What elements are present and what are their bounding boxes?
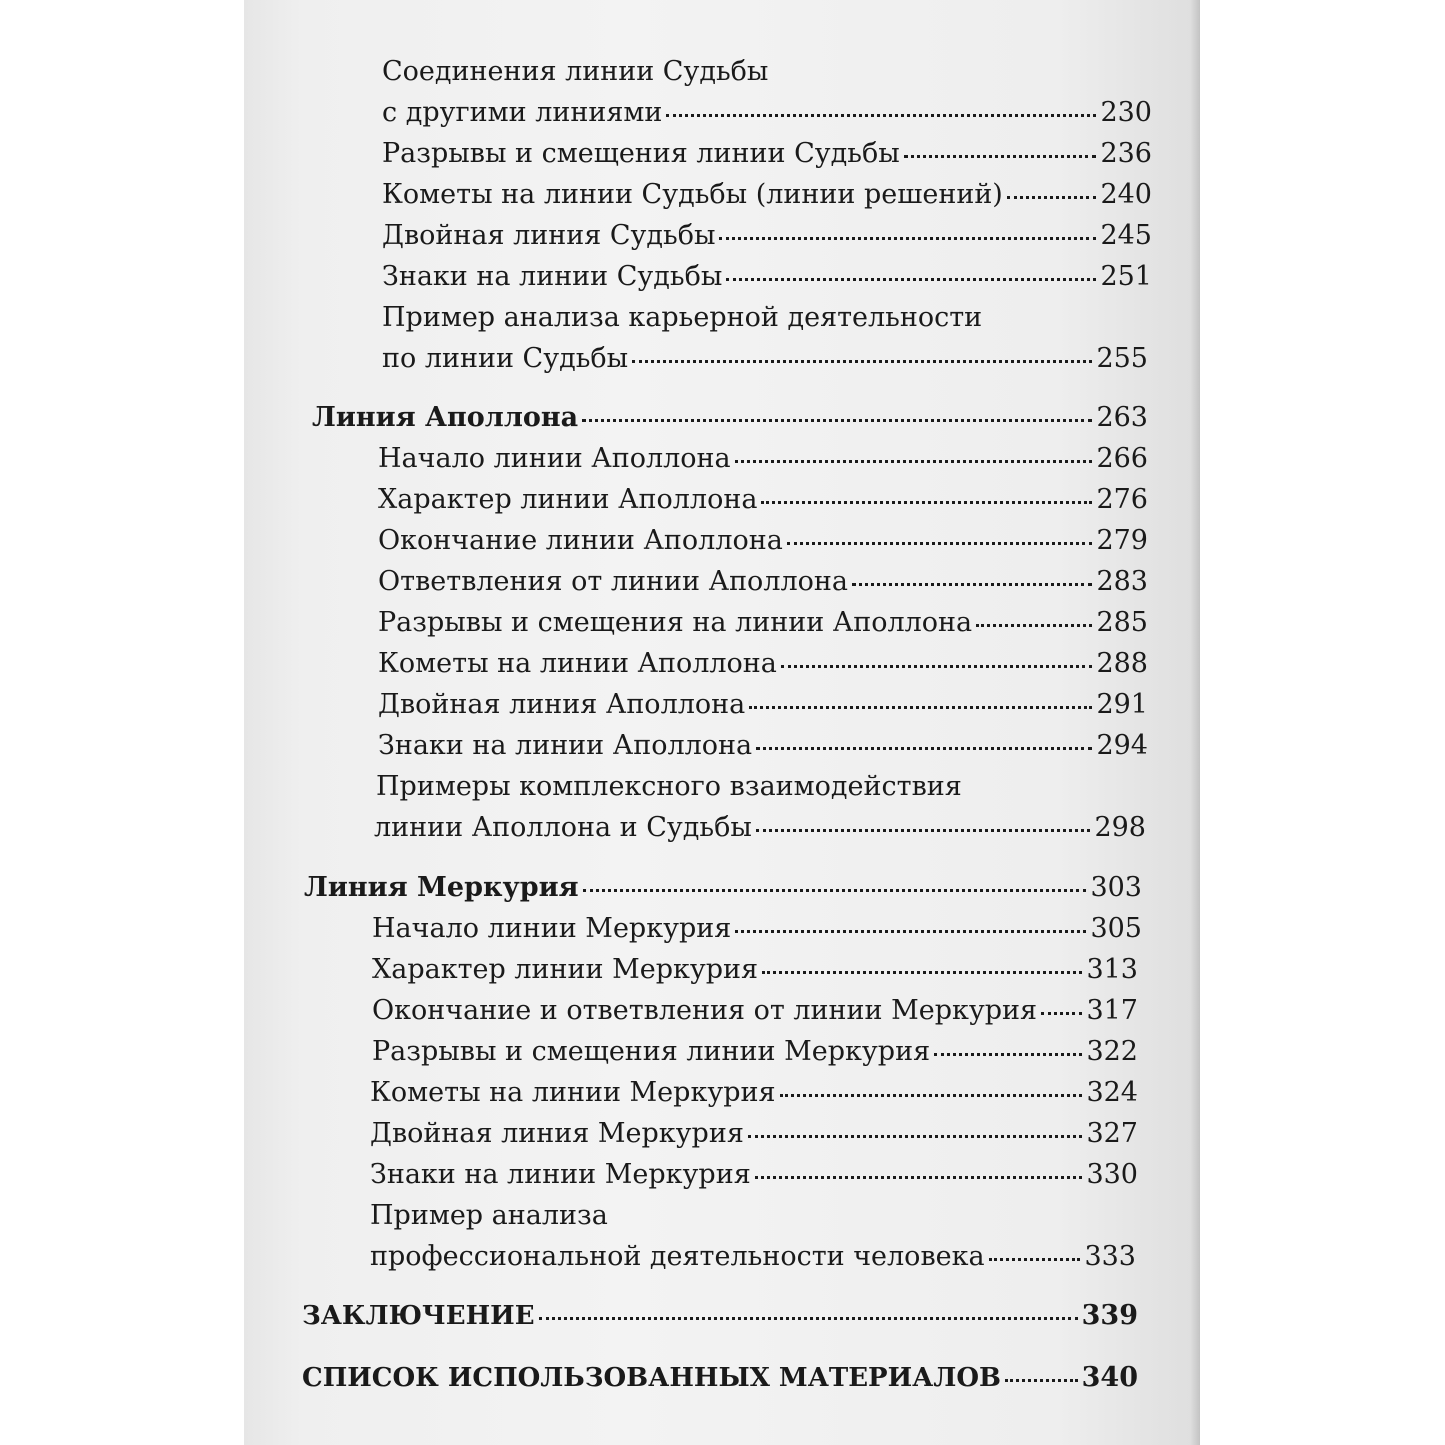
- dot-leader: [755, 1176, 1083, 1179]
- toc-entry-title: профессиональной деятельности человека: [370, 1241, 985, 1272]
- toc-entry-page: 324: [1086, 1077, 1138, 1108]
- toc-entry-title: Знаки на линии Судьбы: [382, 261, 723, 292]
- toc-entry: [372, 1032, 1138, 1072]
- toc-entry-title: линии Аполлона и Судьбы: [374, 812, 752, 843]
- dot-leader: [852, 583, 1092, 586]
- toc-entry-title: Знаки на линии Меркурия: [370, 1159, 751, 1190]
- dot-leader: [976, 624, 1092, 627]
- toc-entry-title: Знаки на линии Аполлона: [378, 730, 753, 761]
- toc-entry: [382, 93, 1152, 133]
- dot-leader: [989, 1258, 1081, 1261]
- toc-entry-page: 283: [1096, 566, 1148, 597]
- toc-entry: [382, 175, 1152, 215]
- toc-entry-page: 255: [1096, 343, 1148, 374]
- dot-leader: [582, 419, 1092, 422]
- toc-entry-title: Соединения линии Судьбы: [382, 56, 769, 87]
- toc-section-title: Линия Аполлона: [312, 402, 579, 433]
- toc-entry-page: 236: [1100, 138, 1152, 169]
- toc-entry-page: 230: [1100, 97, 1152, 128]
- toc-entry-title: Пример анализа карьерной деятельности: [382, 302, 983, 333]
- toc-entry-page: 333: [1084, 1241, 1136, 1272]
- toc-entry: [378, 521, 1148, 561]
- toc-entry-page: 322: [1086, 1036, 1138, 1067]
- toc-entry-title: Характер линии Меркурия: [372, 954, 759, 985]
- toc-entry-page: 285: [1096, 607, 1148, 638]
- table-of-contents: [244, 0, 1200, 1445]
- toc-section-title: Линия Меркурия: [304, 872, 579, 903]
- toc-entry: [382, 339, 1148, 379]
- toc-chapter: [302, 1358, 1138, 1398]
- toc-entry: [370, 1196, 1138, 1236]
- toc-entry: [372, 950, 1138, 990]
- toc-entry-title: Ответвления от линии Аполлона: [378, 566, 848, 597]
- toc-entry-page: 276: [1096, 484, 1148, 515]
- toc-entry-title: Кометы на линии Аполлона: [378, 648, 777, 679]
- toc-entry: [378, 562, 1148, 602]
- dot-leader: [735, 460, 1093, 463]
- dot-leader: [904, 155, 1097, 158]
- toc-chapter: [302, 1296, 1138, 1336]
- toc-entry: [370, 1073, 1138, 1113]
- toc-chapter-title: ЗАКЛЮЧЕНИЕ: [302, 1301, 535, 1331]
- toc-entry: [378, 685, 1148, 725]
- toc-entry: [382, 134, 1152, 174]
- toc-chapter-page: 339: [1081, 1300, 1138, 1331]
- toc-entry: [378, 603, 1148, 643]
- toc-entry-page: 305: [1090, 913, 1142, 944]
- toc-entry: [378, 480, 1148, 520]
- toc-entry-title: Двойная линия Меркурия: [370, 1118, 744, 1149]
- toc-entry: [374, 808, 1146, 848]
- toc-section: [304, 868, 1142, 908]
- toc-entry-title: с другими линиями: [382, 97, 663, 128]
- toc-entry-title: Кометы на линии Меркурия: [370, 1077, 776, 1108]
- dot-leader: [756, 829, 1091, 832]
- toc-chapter-title: СПИСОК ИСПОЛЬЗОВАННЫХ МАТЕРИАЛОВ: [302, 1363, 1001, 1393]
- toc-entry: [382, 257, 1152, 297]
- toc-entry-title: Разрывы и смещения линии Судьбы: [382, 138, 900, 169]
- toc-entry: [382, 216, 1152, 256]
- toc-entry-page: 245: [1100, 220, 1152, 251]
- toc-entry-title: Окончание и ответвления от линии Меркурия: [372, 995, 1038, 1026]
- toc-entry-title: Начало линии Меркурия: [372, 913, 732, 944]
- toc-chapter-page: 340: [1081, 1362, 1138, 1393]
- dot-leader: [934, 1053, 1082, 1056]
- dot-leader: [787, 542, 1093, 545]
- dot-leader: [735, 930, 1086, 933]
- toc-entry: [370, 1237, 1136, 1277]
- dot-leader: [666, 114, 1096, 117]
- dot-leader: [762, 971, 1082, 974]
- toc-entry: [372, 991, 1138, 1031]
- dot-leader: [1005, 1379, 1078, 1382]
- dot-leader: [749, 706, 1092, 709]
- dot-leader: [583, 889, 1087, 892]
- toc-entry-page: 288: [1096, 648, 1148, 679]
- toc-entry: [372, 909, 1142, 949]
- toc-entry-title: Разрывы и смещения линии Меркурия: [372, 1036, 931, 1067]
- dot-leader: [632, 360, 1092, 363]
- toc-entry-page: 313: [1086, 954, 1138, 985]
- toc-entry: [382, 52, 1152, 92]
- toc-entry-page: 240: [1100, 179, 1152, 210]
- toc-entry-page: 279: [1096, 525, 1148, 556]
- toc-entry-page: 291: [1096, 689, 1148, 720]
- toc-entry: [378, 644, 1148, 684]
- dot-leader: [748, 1135, 1083, 1138]
- book-page: [244, 0, 1200, 1445]
- dot-leader: [1007, 196, 1097, 199]
- toc-entry: [370, 1155, 1138, 1195]
- toc-entry-title: Окончание линии Аполлона: [378, 525, 783, 556]
- dot-leader: [539, 1317, 1078, 1320]
- toc-entry-page: 317: [1086, 995, 1138, 1026]
- toc-entry: [382, 298, 1152, 338]
- dot-leader: [756, 747, 1092, 750]
- toc-entry-title: Двойная линия Аполлона: [378, 689, 746, 720]
- toc-entry-page: 298: [1094, 812, 1146, 843]
- toc-entry-title: Кометы на линии Судьбы (линии решений): [382, 179, 1003, 210]
- dot-leader: [719, 237, 1096, 240]
- toc-entry-title: по линии Судьбы: [382, 343, 629, 374]
- toc-section: [312, 398, 1148, 438]
- toc-entry: [378, 439, 1148, 479]
- dot-leader: [781, 665, 1093, 668]
- toc-entry: [378, 726, 1148, 766]
- dot-leader: [780, 1094, 1083, 1097]
- dot-leader: [1041, 1012, 1082, 1015]
- toc-entry-title: Начало линии Аполлона: [378, 443, 731, 474]
- dot-leader: [761, 501, 1092, 504]
- toc-entry-page: 327: [1086, 1118, 1138, 1149]
- toc-section-page: 263: [1096, 402, 1148, 433]
- dot-leader: [726, 278, 1096, 281]
- toc-entry-title: Пример анализа: [370, 1200, 608, 1231]
- toc-section-page: 303: [1090, 872, 1142, 903]
- toc-entry-page: 266: [1096, 443, 1148, 474]
- toc-entry-title: Разрывы и смещения на линии Аполлона: [378, 607, 973, 638]
- toc-entry-page: 251: [1100, 261, 1152, 292]
- toc-entry: [370, 1114, 1138, 1154]
- toc-entry-title: Характер линии Аполлона: [378, 484, 758, 515]
- toc-entry-title: Двойная линия Судьбы: [382, 220, 716, 251]
- toc-entry-page: 330: [1086, 1159, 1138, 1190]
- toc-entry-title: Примеры комплексного взаимодействия: [376, 771, 962, 802]
- toc-entry-page: 294: [1096, 730, 1148, 761]
- toc-entry: [376, 767, 1146, 807]
